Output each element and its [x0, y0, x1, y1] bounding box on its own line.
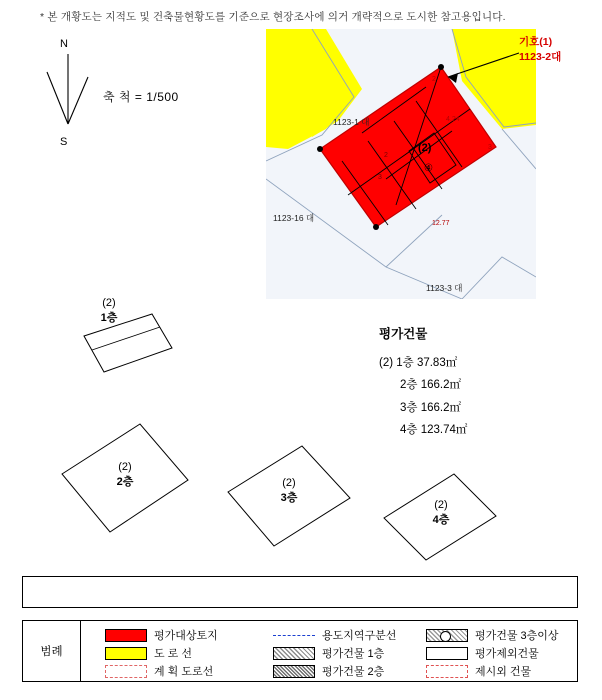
svg-text:1123-3 대: 1123-3 대	[426, 283, 463, 293]
legend-label-subject-land: 평가대상토지	[154, 630, 218, 642]
floor-plan-4	[378, 468, 508, 566]
legend-label-zone-line: 용도지역구분선	[322, 630, 397, 642]
legend-label-road: 도 로 선	[154, 648, 192, 660]
legend-swatch-outside-building	[426, 665, 468, 678]
legend-title: 범례	[23, 621, 81, 681]
floor-2-tag-bottom: 2층	[116, 475, 134, 488]
legend-item-planned-road	[105, 663, 213, 679]
legend-item-building-2f	[273, 663, 384, 679]
svg-text:1123-1 대: 1123-1 대	[333, 117, 370, 127]
legend-grid	[81, 621, 577, 681]
floor-4-tag-bottom: 4층	[432, 513, 450, 526]
floor-plan-1	[68, 297, 178, 380]
kiho-line-1: 기호(1)	[519, 36, 553, 48]
legend-item-building-1f	[273, 645, 384, 661]
legend-label-planned-road: 계 획 도로선	[154, 666, 214, 678]
floor-2-tag-top: (2)	[118, 461, 132, 473]
legend-swatch-road	[105, 647, 147, 660]
compass-rose	[38, 38, 98, 153]
compass-needle-icon	[38, 52, 98, 144]
legend-swatch-planned-road	[105, 665, 147, 678]
svg-text:④: ④	[424, 163, 433, 174]
svg-text:3: 3	[378, 174, 382, 181]
building-info-list	[379, 352, 467, 442]
svg-text:1123-16 대: 1123-16 대	[273, 213, 315, 223]
floor-1-tag-bottom: 1층	[100, 311, 118, 324]
legend-label-outside-building: 제시외 건물	[475, 666, 532, 678]
building-info-title: 평가건물	[379, 327, 428, 341]
floor-2-tag	[88, 460, 162, 490]
building-info-line-4: 4층 123.74㎡	[400, 424, 468, 437]
kiho-callout	[519, 35, 561, 65]
legend-item-outside-building	[426, 663, 531, 679]
building-info-line-2: 2층 166.2㎡	[400, 379, 461, 392]
legend-swatch-building-3f-up	[426, 629, 468, 642]
building-info-line-3: 3층 166.2㎡	[400, 401, 461, 414]
svg-text:4.24: 4.24	[446, 116, 460, 123]
legend-box	[22, 620, 578, 682]
legend-label-excluded-building: 평가제외건물	[475, 648, 539, 660]
floor-plan-2	[56, 418, 196, 538]
svg-text:12.77: 12.77	[432, 220, 450, 227]
svg-text:2: 2	[384, 152, 388, 159]
legend-swatch-zone-line	[273, 629, 315, 642]
svg-text:(2): (2)	[418, 142, 432, 154]
kiho-line-2: 1123-2대	[519, 51, 562, 64]
legend-label-building-2f: 평가건물 2층	[322, 666, 385, 678]
legend-item-excluded-building	[426, 645, 539, 661]
legend-swatch-building-1f	[273, 647, 315, 660]
building-info-line-1: (2) 1층 37.83㎡	[379, 357, 458, 369]
floor-1-tag	[72, 296, 146, 326]
legend-swatch-subject-land	[105, 629, 147, 642]
svg-text:3: 3	[488, 144, 492, 151]
compass-north-label: N	[60, 38, 68, 50]
legend-label-building-3f-up: 평가건물 3층이상	[475, 630, 559, 642]
svg-text:2: 2	[432, 76, 436, 83]
floor-4-tag-top: (2)	[434, 499, 448, 511]
legend-item-subject-land	[105, 627, 218, 643]
scale-label: 축 척 = 1/500	[103, 90, 179, 104]
legend-item-road	[105, 645, 192, 661]
disclaimer-box	[22, 576, 578, 608]
compass-south-label: S	[60, 136, 68, 148]
floor-plan-3	[222, 442, 360, 552]
legend-swatch-building-2f	[273, 665, 315, 678]
cadastral-map	[266, 29, 536, 299]
legend-item-zone-line	[273, 627, 396, 643]
floor-3-tag	[252, 476, 326, 506]
legend-item-building-3f-up	[426, 627, 559, 643]
floor-1-tag-top: (2)	[102, 297, 116, 309]
legend-swatch-excluded-building	[426, 647, 468, 660]
legend-label-building-1f: 평가건물 1층	[322, 648, 385, 660]
disclaimer-text: * 본 개황도는 지적도 및 건축물현황도를 기준으로 현장조사에 의거 개략적으로 도시한 참고용입니다.	[40, 11, 506, 23]
floor-4-tag	[404, 498, 478, 528]
floor-3-tag-bottom: 3층	[280, 491, 298, 504]
floor-3-tag-top: (2)	[282, 477, 296, 489]
